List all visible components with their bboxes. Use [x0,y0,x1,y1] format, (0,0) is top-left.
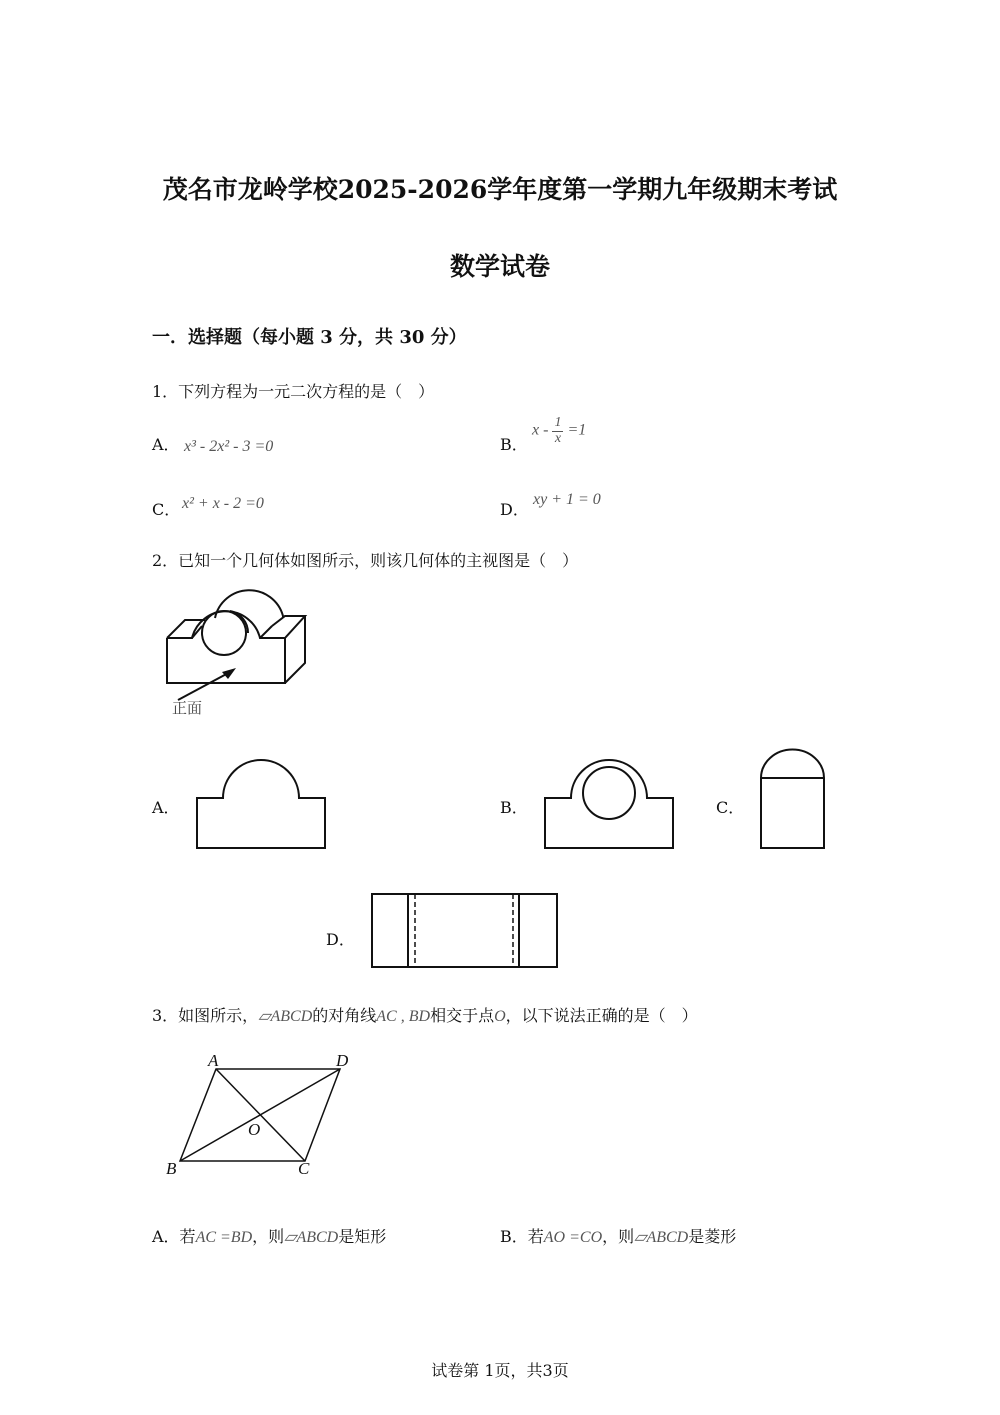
q2-option-a-figure [195,758,330,850]
vertex-d: D [336,1051,349,1070]
q2-option-b-figure [543,758,678,850]
q3-b-label: B．若 [500,1227,544,1246]
q3-stem-suffix: ，以下说法正确的是（ ） [505,1006,698,1025]
q1-stem: 1．下列方程为一元二次方程的是（ ） [152,382,435,401]
q3-b-shape: ▱ABCD [634,1229,689,1246]
q3-diagonals: AC , BD [376,1008,431,1025]
q3-point-o: O [494,1008,506,1025]
q2-option-d-label: D． [326,930,355,949]
q2-option-a-label: A． [152,798,180,817]
q2-stem: 2．已知一个几何体如图所示，则该几何体的主视图是（ ） [152,551,579,570]
q2-option-c-label: C． [716,798,745,817]
q1-b-fraction [552,416,563,446]
q1-option-a-label: A． [152,435,180,454]
vertex-b: B [166,1159,177,1178]
q3-parallelogram-figure [160,1048,370,1178]
q1-option-c-label: C． [152,500,181,519]
section-heading: 一．选择题（每小题 3 分，共 30 分） [152,327,467,348]
q1-b-right: =1 [567,421,587,439]
q2-option-b-label: B． [500,798,528,817]
q1-b-denominator: x [554,431,562,446]
q3-option-b [500,1224,736,1247]
q3-option-a [152,1224,386,1247]
q1-b-numerator: 1 [554,415,562,430]
q3-b-cond: AO =CO [543,1229,603,1246]
q1-option-d-label: D． [500,500,529,519]
q2-option-d-figure [370,892,560,970]
q3-stem-mid2: 相交于点 [430,1006,495,1025]
q1-option-d-expr: xy + 1 = 0 [533,491,601,508]
vertex-c: C [298,1159,310,1178]
q3-b-result: 是菱形 [688,1227,737,1246]
q2-option-c-figure [758,748,828,850]
q3-a-shape: ▱ABCD [284,1229,339,1246]
q3-stem-mid1: 的对角线 [312,1006,377,1025]
q1-option-c-expr: x² + x - 2 =0 [182,495,264,512]
q1-option-a-expr: x³ - 2x² - 3 =0 [184,438,274,455]
q1-option-b-expr [532,416,586,446]
q3-a-result: 是矩形 [338,1227,387,1246]
q3-b-mid: ，则 [602,1227,635,1246]
vertex-a: A [208,1051,219,1070]
q3-stem [152,1003,698,1026]
exam-subtitle: 数学试卷 [449,252,550,281]
q3-a-cond: AC =BD [195,1229,253,1246]
q1-option-b-label: B． [500,435,528,454]
q3-a-mid: ，则 [252,1227,285,1246]
page-footer: 试卷第 1页，共3页 [431,1361,569,1380]
q2-front-label: 正面 [172,699,203,717]
q3-a-label: A．若 [152,1227,196,1246]
point-o: O [248,1120,261,1139]
q1-b-left: x - [532,421,549,439]
q3-parallelogram: ▱ABCD [258,1008,313,1025]
exam-title: 茂名市龙岭学校2025-2026学年度第一学期九年级期末考试 [162,175,838,204]
q3-stem-prefix: 3．如图所示， [152,1006,259,1025]
